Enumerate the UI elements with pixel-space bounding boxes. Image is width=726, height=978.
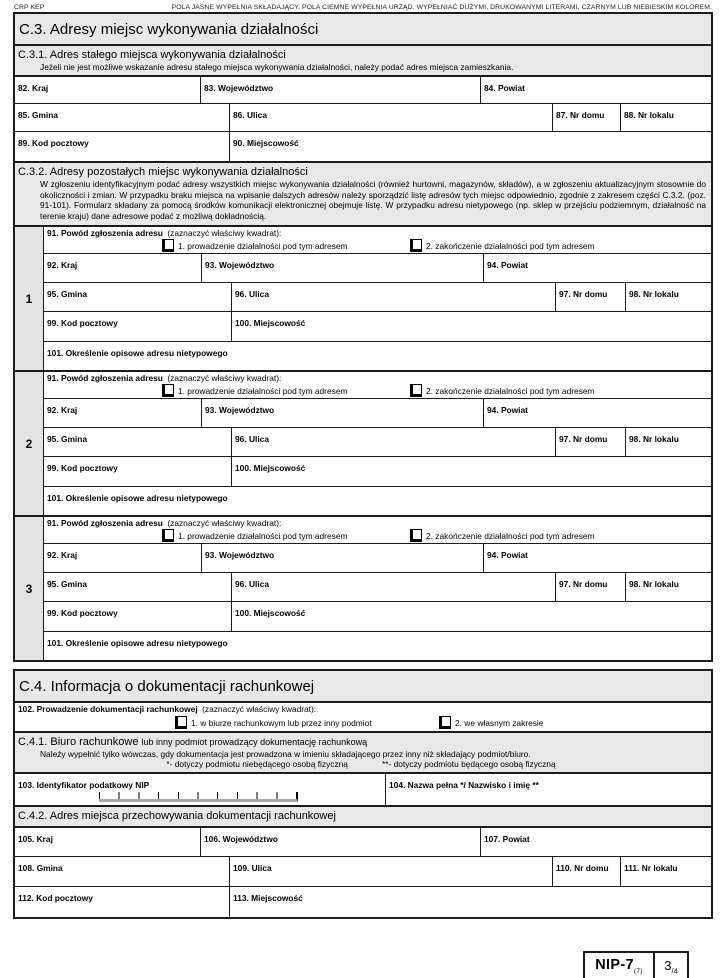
form-footer [583,951,689,978]
field-82-label: 82. Kraj [18,83,49,93]
section-c42-title: C.4.2. Adres miejsca przechowywania dokumentacji rachunkowej [18,810,336,822]
option-2-label: 2. zakończenie działalności pod tym adresem [426,385,595,396]
field-95-label: 95. Gmina [47,289,88,299]
form-code-badge [585,953,655,978]
field-87-label: 87. Nr domu [556,110,605,120]
c41-row [15,774,711,805]
field-89-kod-pocztowy[interactable] [15,132,230,161]
section-c41-header [13,731,713,774]
option-1-label: 1. prowadzenie działalności pod tym adresem [178,385,348,396]
block-1-number: 1 [15,227,44,370]
field-97-nr-domu[interactable] [556,428,626,456]
section-c3-group [13,12,713,662]
section-c31-header [13,44,713,77]
field-108-label: 108. Gmina [18,863,63,873]
section-c4-title: C.4. Informacja o dokumentacji rachunkowej [19,678,315,695]
field-91-label: 91. Powód zgłoszenia adresu [47,228,163,238]
checkbox-prowadzenie-dzialalnosci[interactable] [162,384,174,397]
address-block-2 [13,370,713,517]
checkbox-zakonczenie-dzialalnosci[interactable] [410,239,422,252]
field-92-label: 92. Kraj [47,260,78,270]
field-97-label: 97. Nr domu [559,579,608,589]
section-c41-note1: Należy wypełnić tylko wówczas, gdy dokumentacja jest prowadzona w imieniu składającego przez inny niż składający podmiot/biuro. [40,749,531,759]
field-93-label: 93. Województwo [205,405,275,415]
field-84-powiat[interactable] [481,77,711,103]
field-93-label: 93. Województwo [205,260,275,270]
field-100-miejscowosc[interactable] [232,602,711,631]
option-1-wrap [175,716,372,729]
option-2-wrap [439,716,543,729]
option-2-label: 2. zakończenie działalności pod tym adresem [426,530,595,541]
field-109-ulica[interactable] [230,857,553,886]
field-101-opisowe[interactable] [44,487,711,515]
field-95-gmina[interactable] [44,428,232,456]
field-93-wojewodztwo[interactable] [202,544,484,572]
c42-row-2 [15,857,711,887]
field-100-miejscowosc[interactable] [232,457,711,486]
c41-fields [13,772,713,807]
block1-row-opisowe [44,342,711,370]
block2-row-kraj [44,399,711,428]
field-98-nr-lokalu[interactable] [626,573,711,601]
field-101-opisowe[interactable] [44,632,711,660]
field-89-label: 89. Kod pocztowy [18,138,89,148]
footnote-double-star: **- dotyczy podmiotu będącego osobą fizyczną [381,759,556,769]
crp-kep-label: CRP KEP [14,4,45,11]
field-95-label: 95. Gmina [47,434,88,444]
field-98-label: 98. Nr lokalu [629,289,679,299]
field-113-label: 113. Miejscowość [233,893,303,903]
c42-row-1 [15,828,711,857]
page-number: 3 [664,958,672,973]
checkbox-zakonczenie-dzialalnosci[interactable] [410,384,422,397]
field-97-label: 97. Nr domu [559,434,608,444]
field-93-wojewodztwo[interactable] [202,399,484,427]
field-94-powiat[interactable] [484,254,711,282]
field-91-powod-block3 [44,517,711,544]
field-110-nr-domu[interactable] [553,857,621,886]
section-c41-title-main: C.4.1. Biuro rachunkowe [18,736,139,748]
field-100-label: 100. Miejscowość [235,318,306,328]
field-112-kod-pocztowy[interactable] [15,887,230,917]
field-108-gmina[interactable] [15,857,230,886]
option-2-wrap [410,239,595,252]
field-92-kraj[interactable] [44,254,202,282]
field-94-powiat[interactable] [484,399,711,427]
field-95-gmina[interactable] [44,283,232,311]
field-96-label: 96. Ulica [235,289,269,299]
field-83-label: 83. Województwo [204,83,274,93]
field-96-label: 96. Ulica [235,434,269,444]
field-93-wojewodztwo[interactable] [202,254,484,282]
field-94-label: 94. Powiat [487,550,528,560]
field-101-label: 101. Określenie opisowe adresu nietypowego [47,348,228,358]
field-91-label: 91. Powód zgłoszenia adresu [47,518,163,528]
field-90-miejscowosc[interactable] [230,132,711,161]
field-95-gmina[interactable] [44,573,232,601]
c31-fields [13,75,713,163]
section-c3-title: C.3. Adresy miejsc wykonywania działalności [19,21,319,38]
option-1-wrap [162,529,347,542]
section-c4-group [13,669,713,919]
page-indicator [655,953,687,978]
field-101-label: 101. Określenie opisowe adresu nietypowego [47,638,228,648]
field-88-nr-lokalu[interactable] [621,104,711,131]
field-102-hint: (zaznaczyć właściwy kwadrat): [202,704,317,714]
field-109-label: 109. Ulica [233,863,272,873]
block1-row-gmina [44,283,711,312]
field-111-label: 111. Nr lokalu [624,863,678,873]
c42-fields [13,826,713,919]
field-91-hint: (zaznaczyć właściwy kwadrat): [167,518,282,528]
field-100-label: 100. Miejscowość [235,608,306,618]
field-107-label: 107. Powiat [484,834,530,844]
block1-row-kraj [44,254,711,283]
field-92-kraj[interactable] [44,544,202,572]
option-2-wrap [410,529,595,542]
checkbox-biuro-rachunkowe[interactable] [175,716,187,729]
field-113-miejscowosc[interactable] [230,887,711,917]
block3-row-gmina [44,573,711,602]
field-106-label: 106. Województwo [204,834,278,844]
field-87-nr-domu[interactable] [553,104,621,131]
section-c31-title: C.3.1. Adres stałego miejsca wykonywania działalności [18,49,286,61]
field-96-ulica[interactable] [232,573,556,601]
field-99-kod-pocztowy[interactable] [44,602,232,631]
option-1-label: 1. prowadzenie działalności pod tym adresem [178,530,348,541]
field-105-label: 105. Kraj [18,834,53,844]
section-c41-note2 [15,759,711,772]
form-code: NIP-7 [595,957,634,973]
field-91-hint: (zaznaczyć właściwy kwadrat): [167,228,282,238]
field-92-label: 92. Kraj [47,405,78,415]
block1-row-kod [44,312,711,342]
section-c32-header [13,161,713,227]
field-110-label: 110. Nr domu [556,863,609,873]
field-94-label: 94. Powiat [487,260,528,270]
field-91-label: 91. Powód zgłoszenia adresu [47,373,163,383]
field-96-ulica[interactable] [232,283,556,311]
field-97-label: 97. Nr domu [559,289,608,299]
nip-digit-comb[interactable] [99,792,298,802]
field-94-label: 94. Powiat [487,405,528,415]
fill-instructions: POLA JASNE WYPEŁNIA SKŁADAJĄCY, POLA CIEMNE WYPEŁNIA URZĄD. WYPEŁNIAĆ DUŻYMI, DRUKOWANYMI LITERAMI, CZARNYM LUB NIEBIESKIM KOLOREM. [171,4,712,11]
block2-row-kod [44,457,711,487]
field-101-label: 101. Określenie opisowe adresu nietypowego [47,493,228,503]
page-total: /4 [671,966,678,976]
option-1-label: 1. w biurze rachunkowym lub przez inny podmiot [191,717,372,728]
block3-row-kod [44,602,711,632]
option-1-wrap [162,384,347,397]
field-98-nr-lokalu[interactable] [626,428,711,456]
form-code-version: (7) [633,967,643,975]
field-106-wojewodztwo[interactable] [201,828,481,856]
field-98-label: 98. Nr lokalu [629,579,679,589]
field-91-powod-block1 [44,227,711,254]
field-99-label: 99. Kod pocztowy [47,608,118,618]
field-105-kraj[interactable] [15,828,201,856]
address-block-1 [13,225,713,372]
block3-row-kraj [44,544,711,573]
field-92-kraj[interactable] [44,399,202,427]
field-84-label: 84. Powiat [484,83,525,93]
field-107-powiat[interactable] [481,828,711,856]
field-99-kod-pocztowy[interactable] [44,457,232,486]
field-90-label: 90. Miejscowość [233,138,299,148]
c31-row-3 [15,132,711,161]
field-99-kod-pocztowy[interactable] [44,312,232,341]
field-98-nr-lokalu[interactable] [626,283,711,311]
option-2-label: 2. we własnym zakresie [455,717,544,728]
field-100-miejscowosc[interactable] [232,312,711,341]
checkbox-prowadzenie-dzialalnosci[interactable] [162,239,174,252]
address-block-3 [13,515,713,662]
field-91-powod-block2 [44,372,711,399]
field-83-wojewodztwo[interactable] [201,77,481,103]
field-101-opisowe[interactable] [44,342,711,370]
field-85-label: 85. Gmina [18,110,59,120]
checkbox-zakonczenie-dzialalnosci[interactable] [410,529,422,542]
field-94-powiat[interactable] [484,544,711,572]
field-102-powod [15,703,711,731]
block-3-number: 3 [15,517,44,660]
block3-row-opisowe [44,632,711,660]
checkbox-wlasny-zakres[interactable] [439,716,451,729]
section-c31-subtitle: Jeżeli nie jest możliwe wskazanie adresu stałego miejsca wykonywania działalności, należy podać adres miejsca zamieszkania. [40,62,514,72]
field-97-nr-domu[interactable] [556,283,626,311]
field-86-ulica[interactable] [230,104,553,131]
c31-row-2 [15,104,711,132]
field-82-kraj[interactable] [15,77,201,103]
field-104-label: 104. Nazwa pełna */ Nazwisko i imię ** [389,780,539,790]
option-2-wrap [410,384,595,397]
field-103-nip[interactable] [15,774,386,805]
field-100-label: 100. Miejscowość [235,463,306,473]
field-97-nr-domu[interactable] [556,573,626,601]
c31-row-1 [15,77,711,104]
field-86-label: 86. Ulica [233,110,267,120]
field-92-label: 92. Kraj [47,550,78,560]
c42-row-3 [15,887,711,917]
field-91-hint: (zaznaczyć właściwy kwadrat): [167,373,282,383]
section-c32-description: W zgłoszeniu identyfikacyjnym podać adresy wszystkich miejsc wykonywania działalności (również hurtowni, magazynów, składów), a w zgłoszeniu aktualizacyjnym stosownie do okoliczności i zmian. W przypadku braku miejsca na wpisanie dalszych adresów należy sporządzić listę adresów tych miejsc odpowiednio, zgodnie z zakresem części C.3.2. (poz. 91-101). Formularz składany za pomocą środków komunikacji elektronicznej obejmuje listę. W przypadku adresu nietypowego (np. sklep w przejściu podziemnym, działalność na terenie kraju) dane adresowe podać z możliwą dokładnością. [40,179,706,221]
block2-row-gmina [44,428,711,457]
field-99-label: 99. Kod pocztowy [47,463,118,473]
field-95-label: 95. Gmina [47,579,88,589]
field-104-nazwa[interactable] [386,774,711,805]
checkbox-prowadzenie-dzialalnosci[interactable] [162,529,174,542]
field-93-label: 93. Województwo [205,550,275,560]
field-112-label: 112. Kod pocztowy [18,893,93,903]
option-1-label: 1. prowadzenie działalności pod tym adresem [178,240,348,251]
block-2-number: 2 [15,372,44,515]
field-96-label: 96. Ulica [235,579,269,589]
section-c32-title: C.3.2. Adresy pozostałych miejsc wykonywania działalności [18,166,308,178]
field-99-label: 99. Kod pocztowy [47,318,118,328]
section-c4-header [13,669,713,703]
footnote-single-star: *- dotyczy podmiotu niebędącego osobą fizyczną [166,759,348,769]
section-c3-header [13,12,713,46]
option-1-wrap [162,239,347,252]
section-c41-title [15,733,711,748]
c4-field-102 [13,701,713,733]
option-2-label: 2. zakończenie działalności pod tym adresem [426,240,595,251]
field-111-nr-lokalu[interactable] [621,857,711,886]
field-102-label: 102. Prowadzenie dokumentacji rachunkowej [18,704,198,714]
field-98-label: 98. Nr lokalu [629,434,679,444]
section-c41-title-rest: lub inny podmiot prowadzący dokumentację rachunkową [141,737,368,747]
block2-row-opisowe [44,487,711,515]
field-88-label: 88. Nr lokalu [624,110,674,120]
field-103-label: 103. Identyfikator podatkowy NIP [18,780,150,790]
field-96-ulica[interactable] [232,428,556,456]
section-c42-header [13,805,713,828]
field-85-gmina[interactable] [15,104,230,131]
